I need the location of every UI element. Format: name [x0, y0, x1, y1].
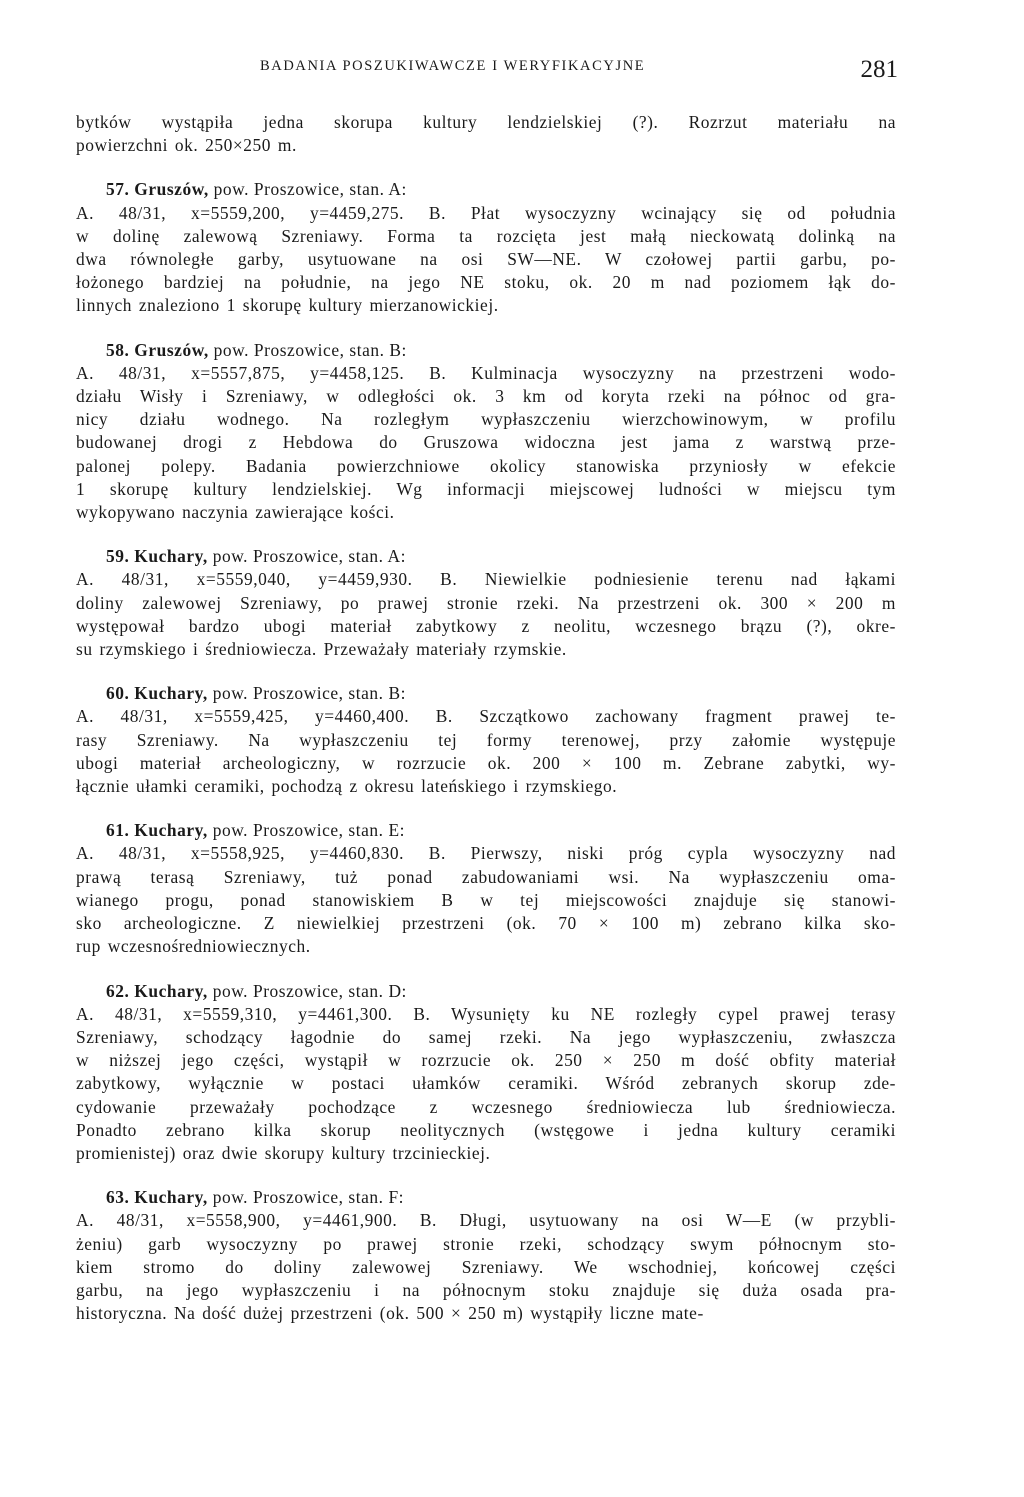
text-line: A. 48/31, x=5557,875, y=4458,125. B. Kulminacja wysoczyzny na przestrzeni wodo-: [76, 362, 896, 383]
text-line: zabytkowy, wyłącznie w postaci ułamków ceramiki. Wśród zebranych skorup zde-: [76, 1073, 896, 1094]
text-line: rasy Szreniawy. Na wypłaszczeniu tej formy terenowej, przy załomie występuje: [76, 729, 896, 750]
site-entry-description: [76, 1003, 896, 1165]
entry-spacer: [76, 661, 896, 682]
text-line: A. 48/31, x=5558,900, y=4461,900. B. Długi, usytuowany na osi W—E (w przybli-: [76, 1210, 896, 1231]
text-line: żeniu) garb wysoczyzny po prawej stronie rzeki, schodzący swym północnym sto-: [76, 1233, 896, 1254]
text-line: występował bardzo ubogi materiał zabytkowy z neolitu, wczesnego brązu (?), okre-: [76, 615, 896, 636]
text-line: prawą terasą Szreniawy, tuż ponad zabudowaniami wsi. Na wypłaszczeniu oma-: [76, 866, 896, 887]
entry-spacer: [76, 318, 896, 339]
text-line: łącznie ułamki ceramiki, pochodzą z okresu lateńskiego i rzymskiego.: [76, 776, 618, 797]
intro-paragraph: [76, 111, 896, 157]
entry-spacer: [76, 1165, 896, 1186]
page-number: 281: [860, 56, 898, 83]
site-entry-number: 59.: [106, 546, 130, 567]
site-entry-location: pow. Proszowice, stan. A:: [213, 179, 407, 200]
text-line: łożonego bardziej na południe, na jego NE stoku, ok. 20 m nad poziomem łąk do-: [76, 272, 896, 293]
text-line: Ponadto zebrano kilka skorup neolitycznych (wstęgowe i jedna kultury ceramiki: [76, 1119, 896, 1140]
text-line: bytków wystąpiła jedna skorupa kultury lendzielskiej (?). Rozrzut materiału na: [76, 112, 896, 132]
text-line: A. 48/31, x=5559,040, y=4459,930. B. Niewielkie podniesienie terenu nad łąkami: [76, 569, 896, 590]
site-entry-heading: [76, 178, 896, 201]
text-line: A. 48/31, x=5558,925, y=4460,830. B. Pierwszy, niski próg cypla wysoczyzny nad: [76, 843, 896, 864]
text-line: dwa równoległe garby, usytuowane na osi SW—NE. W czołowej partii garbu, po-: [76, 249, 896, 270]
site-entry-heading: [76, 819, 896, 842]
text-line: su rzymskiego i średniowiecza. Przeważały materiały rzymskie.: [76, 639, 567, 660]
text-line: palonej polepy. Badania powierzchniowe okolicy stanowiska przyniosły w efekcie: [76, 455, 896, 476]
site-entry-location: pow. Proszowice, stan. E:: [212, 820, 405, 841]
text-line: nicy działu wodnego. Na rozległym wypłaszczeniu wierzchowinowym, w profilu: [76, 409, 896, 430]
site-entries: [76, 157, 896, 1325]
site-entry-locality: Kuchary,: [134, 1187, 208, 1208]
site-entry-locality: Kuchary,: [134, 546, 208, 567]
site-entry-description: [76, 842, 896, 958]
site-entry-locality: Gruszów,: [134, 179, 209, 200]
text-line: w niższej jego części, wystąpił w rozrzucie ok. 250 × 250 m dość obfity materiał: [76, 1050, 896, 1071]
text-line: działu Wisły i Szreniawy, w odległości ok. 3 km od koryta rzeki na północ od gra-: [76, 386, 896, 407]
site-entry-location: pow. Proszowice, stan. A:: [212, 546, 406, 567]
site-entry-description: [76, 362, 896, 524]
text-line: sko archeologiczne. Z niewielkiej przestrzeni (ok. 70 × 100 m) zebrano kilka sko-: [76, 913, 896, 934]
text-line: 1 skorupę kultury lendzielskiej. Wg informacji miejscowej ludności w miejscu tym: [76, 478, 896, 499]
text-line: A. 48/31, x=5559,310, y=4461,300. B. Wysunięty ku NE rozległy cypel prawej terasy: [76, 1003, 896, 1024]
text-line: cydowanie przeważały pochodzące z wczesnego średniowiecza lub średniowiecza.: [76, 1096, 896, 1117]
site-entry-locality: Kuchary,: [134, 820, 208, 841]
site-entry-description: [76, 705, 896, 798]
site-entry-number: 58.: [106, 339, 130, 360]
running-header-title: BADANIA POSZUKIWAWCZE I WERYFIKACYJNE: [260, 58, 646, 74]
text-line: linnych znaleziono 1 skorupę kultury mierzanowickiej.: [76, 295, 499, 316]
running-header: [76, 50, 896, 94]
page-body: [76, 111, 896, 1325]
text-line: budowanej drogi z Hebdowa do Gruszowa widoczna jest jama z warstwą prze-: [76, 432, 896, 453]
entry-spacer: [76, 959, 896, 980]
text-line: A. 48/31, x=5559,200, y=4459,275. B. Płat wysoczyzny wcinający się od południa: [76, 202, 896, 223]
site-entry-location: pow. Proszowice, stan. B:: [212, 683, 406, 704]
text-line: rup wczesnośredniowiecznych.: [76, 936, 311, 957]
site-entry-number: 60.: [106, 683, 130, 704]
document-page: [76, 50, 898, 1324]
site-entry-number: 61.: [106, 820, 130, 841]
site-entry-heading: [76, 545, 896, 568]
site-entry-locality: Kuchary,: [134, 980, 208, 1001]
site-entry-heading: [76, 339, 896, 362]
text-line: wykopywano naczynia zawierające kości.: [76, 502, 395, 523]
text-line: Szreniawy, schodzący łagodnie do samej rzeki. Na jego wypłaszczeniu, zwłaszcza: [76, 1026, 896, 1047]
entry-spacer: [76, 524, 896, 545]
site-entry-heading: [76, 1186, 896, 1209]
text-line: historyczna. Na dość dużej przestrzeni (ok. 500 × 250 m) wystąpiły liczne mate-: [76, 1303, 704, 1324]
text-line: kiem stromo do doliny zalewowej Szreniawy. We wschodniej, końcowej części: [76, 1256, 896, 1277]
site-entry-location: pow. Proszowice, stan. B:: [213, 339, 407, 360]
site-entry-location: pow. Proszowice, stan. D:: [212, 980, 407, 1001]
site-entry-number: 57.: [106, 179, 130, 200]
entry-spacer: [76, 157, 896, 178]
text-line: promienistej) oraz dwie skorupy kultury trzcinieckiej.: [76, 1142, 491, 1163]
site-entry-description: [76, 568, 896, 661]
site-entry-locality: Kuchary,: [134, 683, 208, 704]
text-line: doliny zalewowej Szreniawy, po prawej stronie rzeki. Na przestrzeni ok. 300 × 200 m: [76, 592, 896, 613]
site-entry-heading: [76, 980, 896, 1003]
text-line: garbu, na jego wypłaszczeniu i na północnym stoku znajduje się duża osada pra-: [76, 1279, 896, 1300]
text-line: wianego progu, ponad stanowiskiem B w tej miejscowości znajduje się stanowi-: [76, 889, 896, 910]
site-entry-number: 63.: [106, 1187, 130, 1208]
text-line: ubogi materiał archeologiczny, w rozrzucie ok. 200 × 100 m. Zebrane zabytki, wy-: [76, 752, 896, 773]
site-entry-number: 62.: [106, 980, 130, 1001]
site-entry-locality: Gruszów,: [134, 339, 209, 360]
site-entry-description: [76, 1209, 896, 1325]
text-line: w dolinę zalewową Szreniawy. Forma ta rozcięta jest małą nieckowatą dolinką na: [76, 225, 896, 246]
text-line: powierzchni ok. 250×250 m.: [76, 135, 297, 156]
site-entry-heading: [76, 682, 896, 705]
site-entry-location: pow. Proszowice, stan. F:: [212, 1187, 405, 1208]
text-line: A. 48/31, x=5559,425, y=4460,400. B. Szczątkowo zachowany fragment prawej te-: [76, 706, 896, 727]
site-entry-description: [76, 202, 896, 318]
entry-spacer: [76, 798, 896, 819]
